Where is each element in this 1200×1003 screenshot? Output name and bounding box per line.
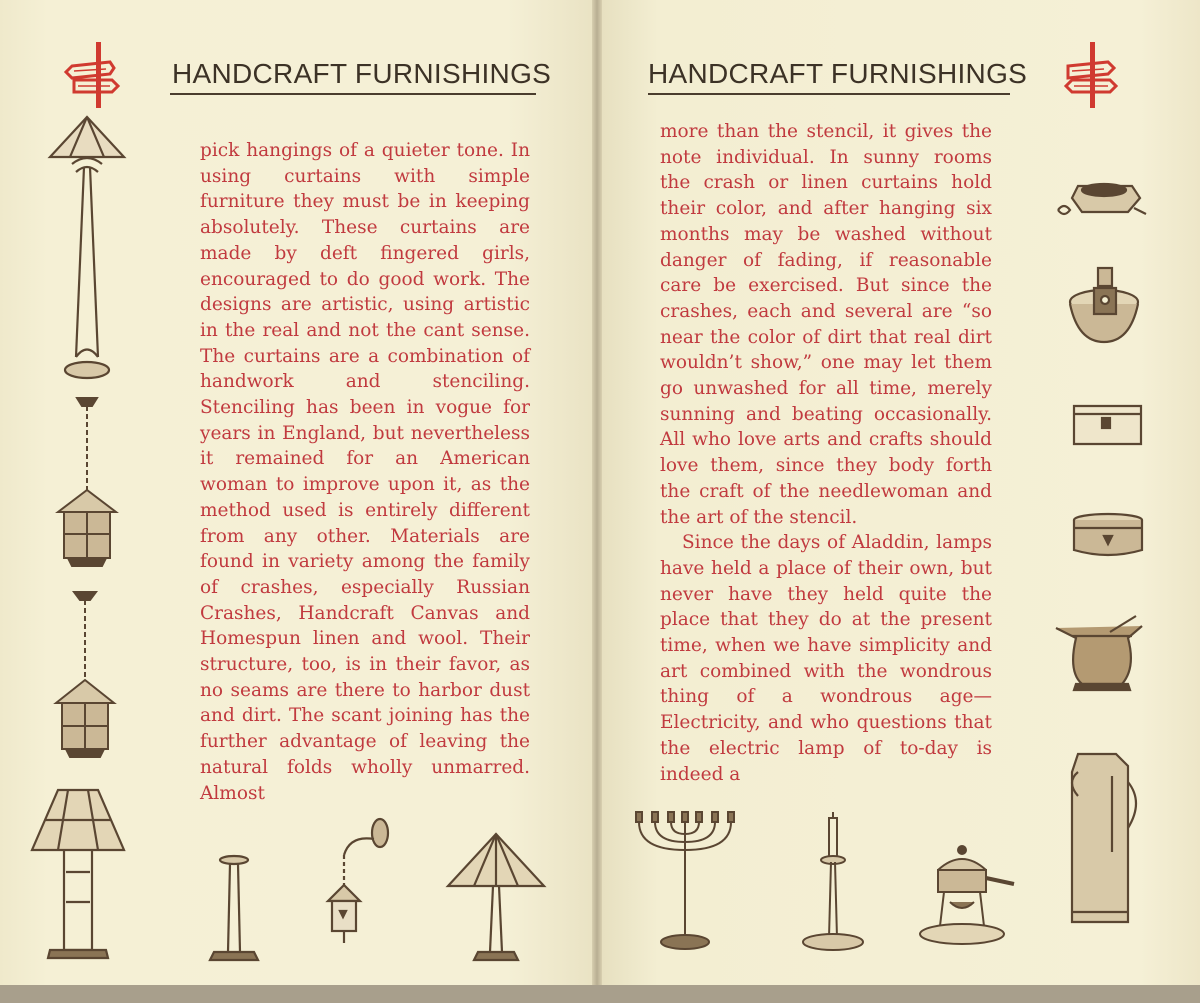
signpost-emblem-icon [1062,40,1124,110]
box-icon [1070,400,1145,450]
book-gutter [592,0,602,985]
candlestick-icon [798,812,868,952]
hanging-lantern-icon [50,588,120,763]
signpost-emblem-icon [62,40,124,110]
heading-rule-right [648,93,1010,95]
table-lamp-icon [444,828,549,968]
paragraph: Since the days of Aladdin, lamps have held a place of their own, but never have they held quite the place that they do at the present time, when we have simplicity and art combined with the wondrous thing of a wondrous age—Electricity, and who questions that the electric lamp of to-day is indeed a [660,532,992,785]
table-lamp-icon [28,782,128,962]
tall-vase-icon [1058,742,1148,932]
paragraph: pick hangings of a quieter tone. In using curtains with simple furniture they must be in keeping absolutely. These curtains are made by deft fingered girls, encouraged to do good work. The designs are artistic, using artistic in the real and not the cant sense. The curtains are a combination of handwork and stenciling. Stenciling has been in vogue for years in England, but nevertheless it remained for an American woman to improve upon it, as the method used is entirely different from any other. Materials are found in variety among the family of crashes, especially Russian Crashes, Handcraft Canvas and Homespun linen and wool. Their structure, too, is in their favor, as no seams are there to harbor dust and dirt. The scant joining has the further advantage of leaving the natural folds wholly unmarred. Almost [200,140,530,804]
candlestick-icon [204,852,264,972]
inkwell-tray-icon [1054,172,1149,227]
hanging-lantern-icon [52,394,122,574]
floor-lamp-icon [42,112,132,387]
candelabra-icon [630,806,740,956]
paragraph: more than the stencil, it gives the note individual. In sunny rooms the crash or linen curtains hold their color, and after hanging six months may be washed without danger of fading, if reasonable care be exercised. But since the crashes, each and several are “so near the color of dirt that real dirt wouldn’t show,” one may let them go unwashed for all time, merely sunning and beating occasionally. All who love arts and crafts should love them, since they body forth the craft of the needlewoman and the art of the stencil. [660,121,992,528]
wall-sconce-icon [320,815,400,975]
pitcher-icon [1052,612,1147,692]
heading-rule-left [170,93,536,95]
body-text-left [200,138,530,806]
page-heading-left: HANDCRAFT FURNISHINGS [172,58,552,89]
bowl-icon [1064,262,1144,352]
round-box-icon [1068,510,1148,562]
page-heading-right: HANDCRAFT FURNISHINGS [648,58,1028,89]
body-text-right [660,119,992,787]
chafing-dish-icon [910,842,1020,952]
